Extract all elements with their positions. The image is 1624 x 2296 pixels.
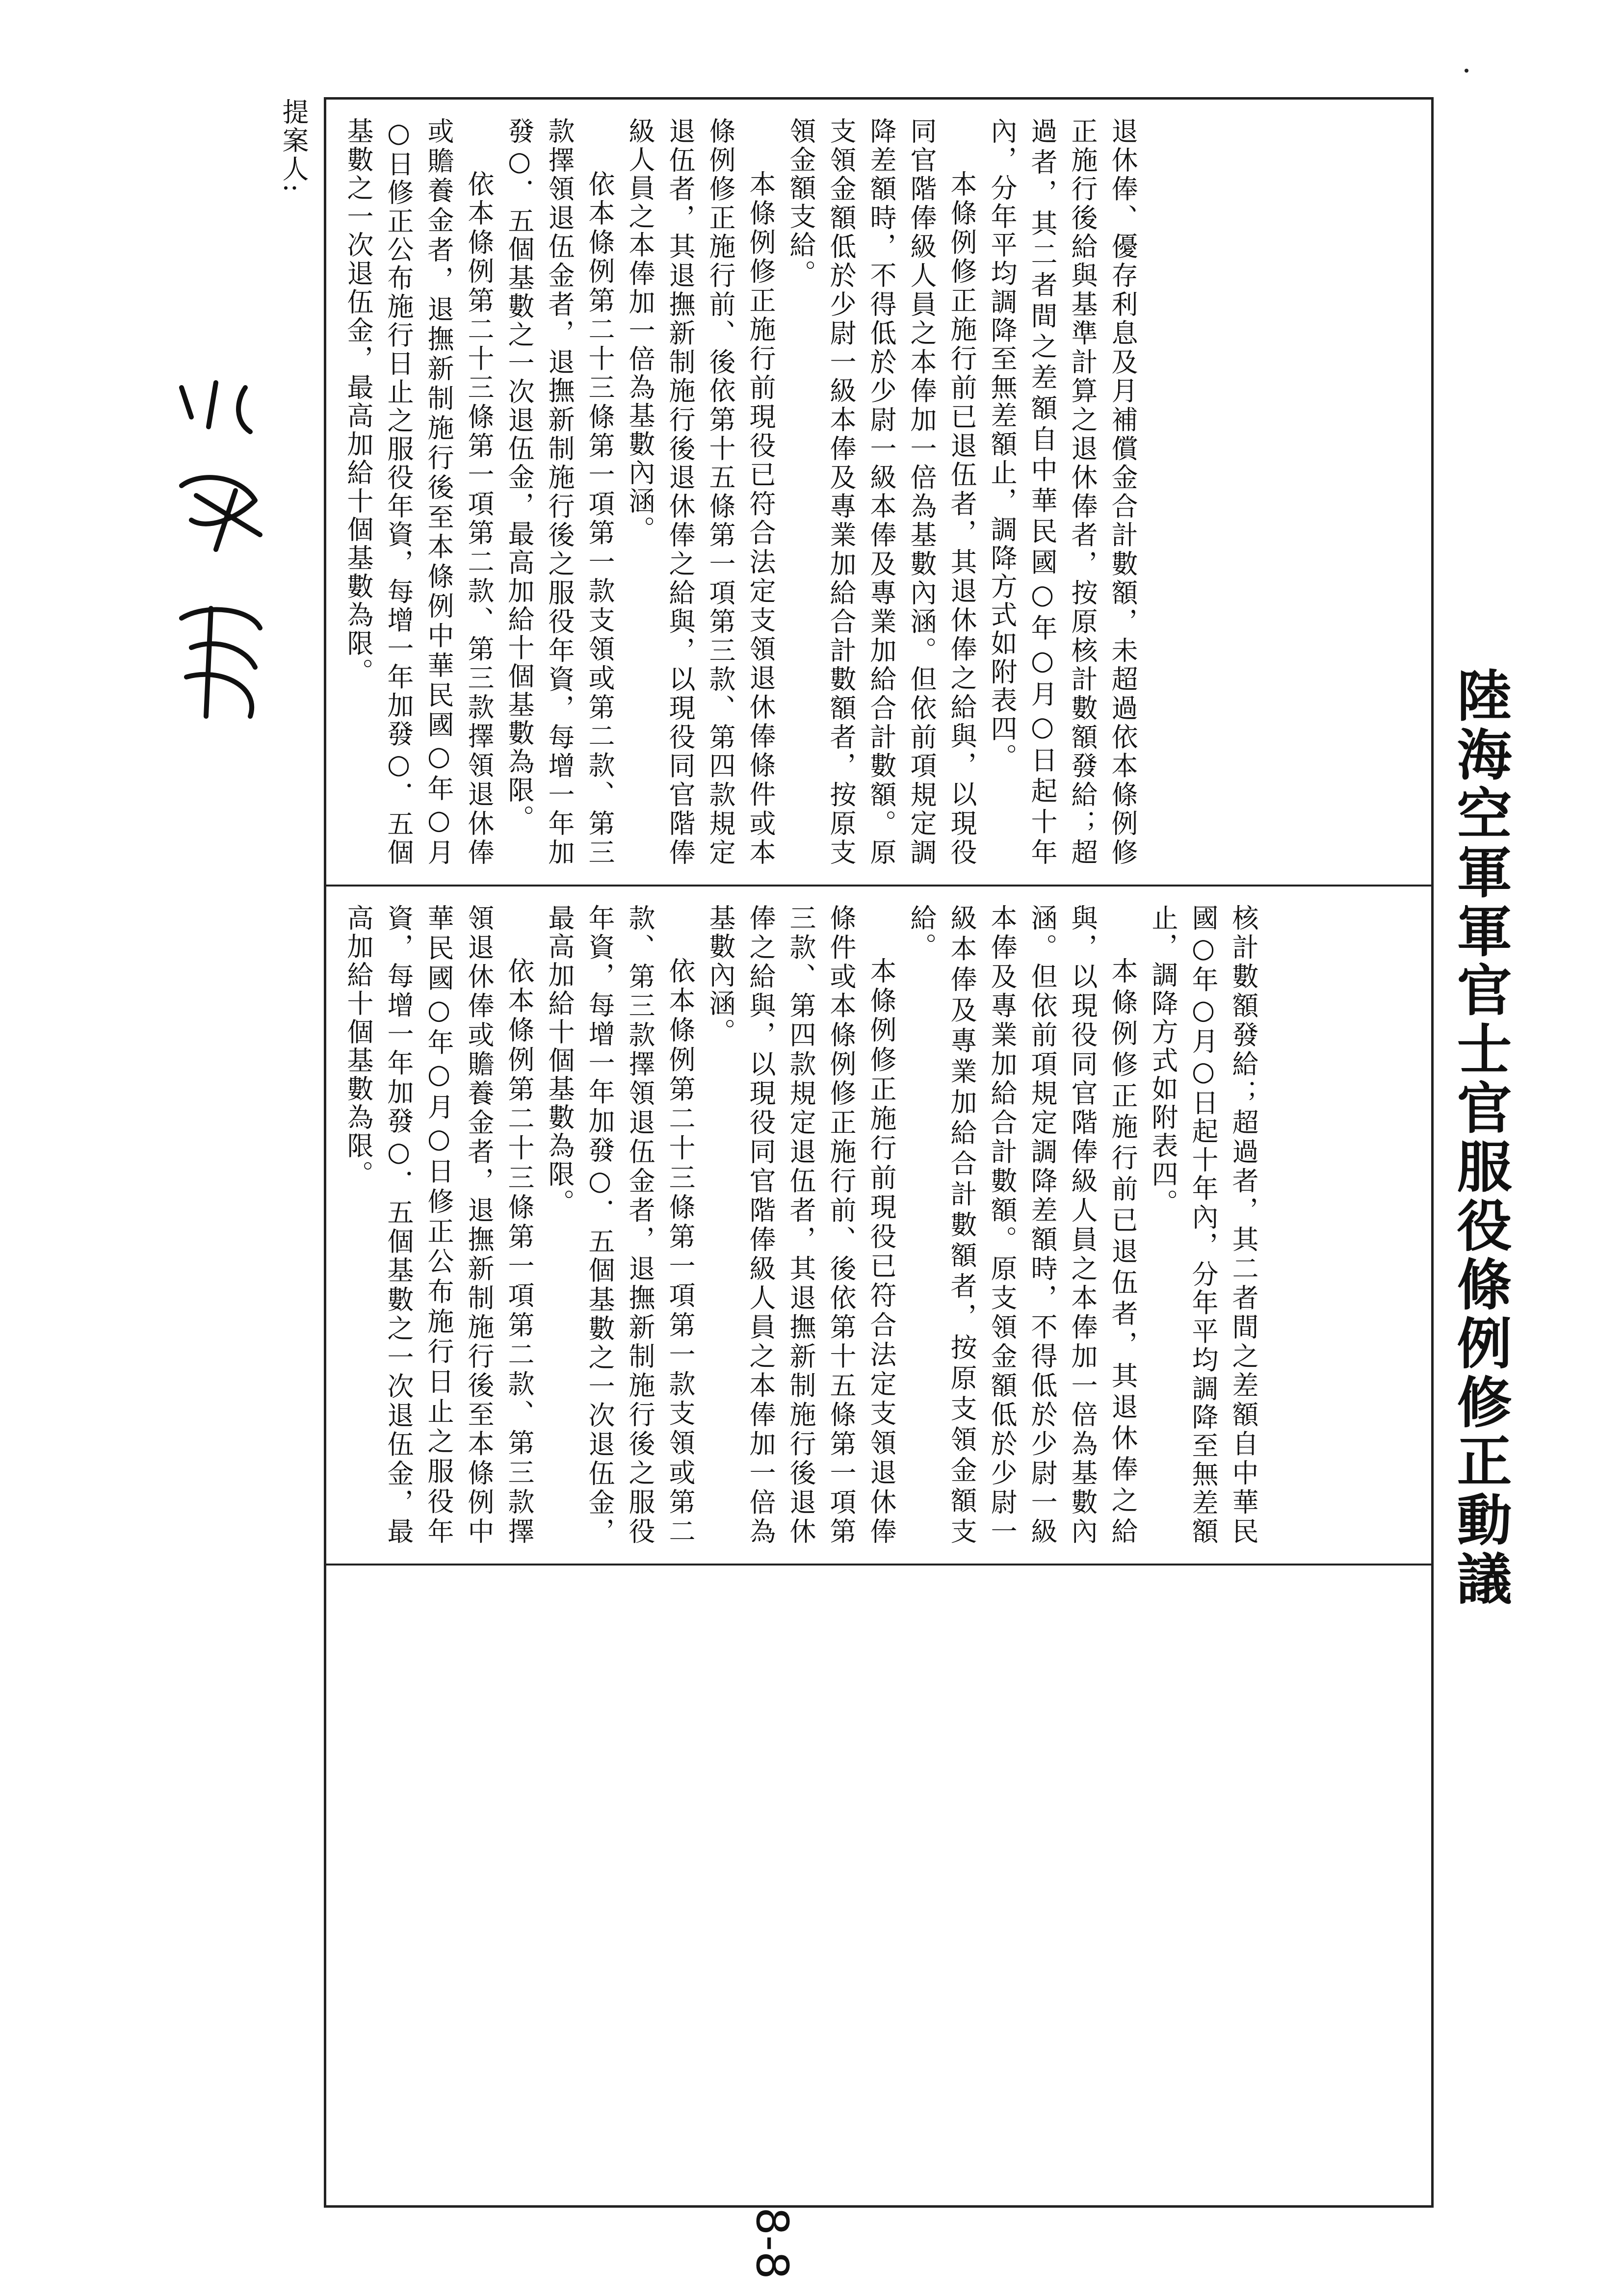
- paragraph: 依本條例第二十三條第一項第一款支領或第二款、第三款擇領退伍金者，退撫新制施行後之服役年資，每增一年加發○．五個基數之一次退伍金，最高加給十個基數為限。: [504, 117, 615, 867]
- paragraph: 本條例修正施行前現役已符合法定支領退休俸條件或本條例修正施行前、後依第十五條第一項第三款、第四款規定退伍者，其退撫新制施行後退休俸之給與，以現役同官階俸級人員之本俸加一倍為基數內涵。: [625, 117, 776, 867]
- document-title: 陸海空軍軍官士官服役條例修正動議: [1448, 667, 1512, 1609]
- page-number: 8-8: [746, 2207, 798, 2279]
- paragraph: 依本條例第二十三條第一項第二款、第三款擇領退休俸或贍養金者，退撫新制施行後至本條例中華民國○年○月○日修正公布施行日止之服役年資，每增一年加發○．五個基數之一次退伍金，最高加給十個基數為限。: [343, 904, 535, 1546]
- paragraph: 本條例修正施行前已退伍者，其退休俸之給與，以現役同官階俸級人員之本俸加一倍為基數內涵。但依前項規定調降差額時，不得低於少尉一級本俸及專業加給合計數額。原支領金額低於少尉一級本俸及專業加給合計數額者，按原支領金額支給。: [786, 117, 977, 867]
- paragraph: 本條例修正施行前現役已符合法定支領退休俸條件或本條例修正施行前、後依第十五條第一項第三款、第四款規定退伍者，其退撫新制施行後退休俸之給與，以現役同官階俸級人員之本俸加一倍為基數內涵。: [705, 904, 897, 1546]
- cell-amended-text: [326, 887, 1431, 1564]
- paragraph: 依本條例第二十三條第一項第二款、第三款擇領退休俸或贍養金者，退撫新制施行後至本條例中華民國○年○月○日修正公布施行日止之服役年資，每增一年加發○．五個基數之一次退伍金，最高加給十個基數為限。: [343, 117, 495, 867]
- cell-amended-body: [338, 904, 1263, 1546]
- handwritten-signature: [162, 373, 275, 736]
- scan-speck: [1465, 69, 1468, 73]
- paragraph: 依本條例第二十三條第一項第一款支領或第二款、第三款擇領退伍金者，退撫新制施行後之服役年資，每增一年加發○．五個基數之一次退伍金，最高加給十個基數為限。: [544, 904, 696, 1546]
- cell-notes: [326, 1565, 1431, 2203]
- amendment-table: [324, 97, 1434, 2208]
- cell-current-text: [326, 100, 1431, 885]
- proposer-label: 提案人:: [278, 98, 309, 195]
- cell-current-body: [338, 117, 1143, 867]
- paragraph: 本條例修正施行前已退伍者，其退休俸之給與，以現役同官階俸級人員之本俸加一倍為基數內涵。但依前項規定調降差額時，不得低於少尉一級本俸及專業加給合計數額。原支領金額低於少尉一級本俸及專業加給合計數額者，按原支領金額支給。: [906, 904, 1138, 1546]
- paragraph: 核計數額發給；超過者，其二者間之差額自中華民國○年○月○日起十年內，分年平均調降至無差額止，調降方式如附表四。: [1148, 904, 1259, 1546]
- paragraph: 退休俸、優存利息及月補償金合計數額，未超過依本條例修正施行後給與基準計算之退休俸者，按原核計數額發給；超過者，其二者間之差額自中華民國○年○月○日起十年內，分年平均調降至無差額止，調降方式如附表四。: [987, 117, 1138, 867]
